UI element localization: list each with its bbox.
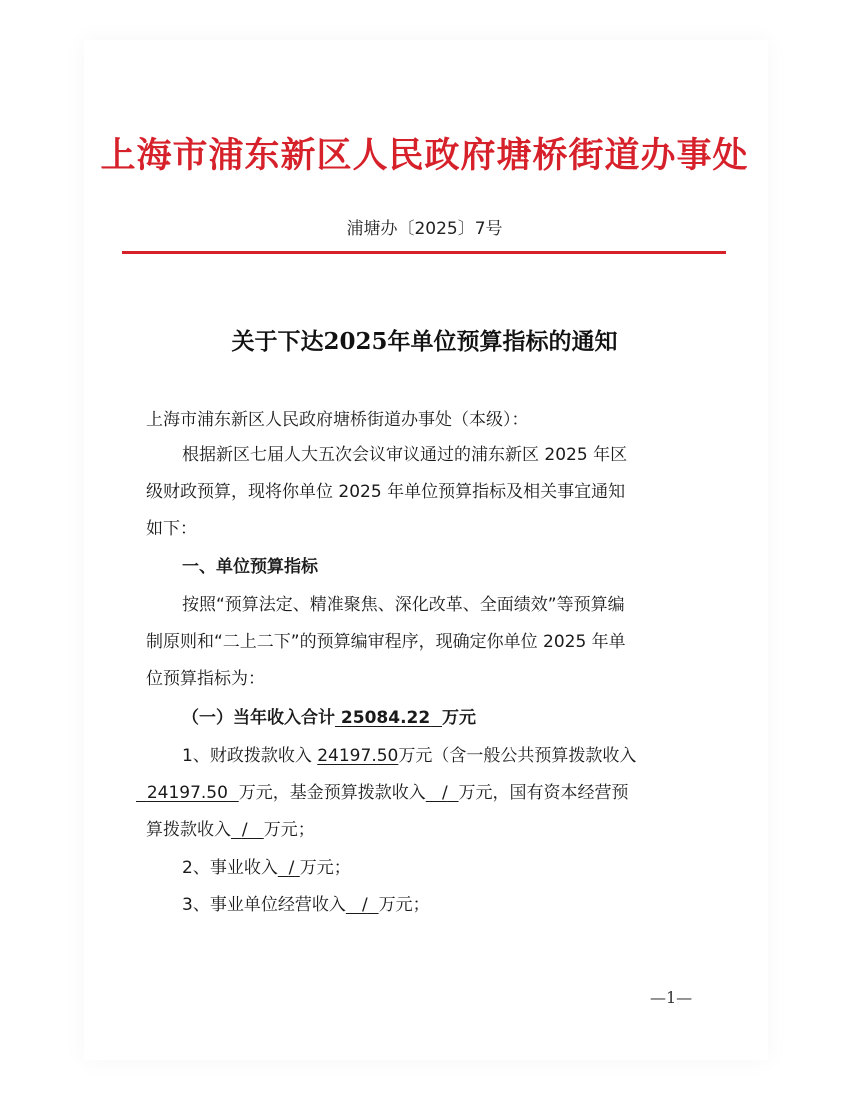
item-3-prefix: 3、事业单位经营收入 bbox=[182, 895, 346, 915]
item-1-line-2-tail: 万元，国有资本经营预 bbox=[458, 783, 629, 803]
item-1-line-3-prefix: 算拨款收入 bbox=[146, 820, 231, 840]
red-divider-line bbox=[122, 251, 726, 254]
section-1-heading: 一、单位预算指标 bbox=[182, 557, 318, 577]
subsection-1-amount: 25084.22 bbox=[340, 708, 431, 728]
item-3-line bbox=[182, 890, 430, 915]
page-number: —1— bbox=[650, 988, 693, 1007]
item-1-amount: 24197.50 bbox=[317, 746, 399, 766]
subsection-1-total-income bbox=[182, 703, 476, 728]
issuer-header: 上海市浦东新区人民政府塘桥街道办事处 bbox=[100, 135, 749, 176]
item-1-general-budget-amount: 24197.50 bbox=[146, 783, 228, 803]
item-2-amount: / bbox=[288, 858, 295, 878]
item-1-mid: 万元（含一般公共预算拨款收入 bbox=[398, 746, 637, 766]
document-number: 浦塘办〔2025〕7号 bbox=[346, 219, 503, 239]
intro-line-2: 级财政预算，现将你单位 2025 年单位预算指标及相关事宜通知 bbox=[146, 482, 626, 502]
item-2-tail: 万元； bbox=[299, 858, 351, 878]
item-3-amount: / bbox=[362, 895, 368, 915]
item-1-fund-budget-amount: / bbox=[441, 783, 448, 803]
item-1-prefix: 1、财政拨款收入 bbox=[182, 746, 312, 766]
section-1-paragraph-line-3: 位预算指标为： bbox=[146, 669, 265, 689]
item-3-tail: 万元； bbox=[378, 895, 430, 915]
section-1-paragraph-line-1: 按照“预算法定、精准聚焦、深化改革、全面绩效”等预算编 bbox=[182, 595, 625, 615]
item-1-state-capital-amount: / bbox=[241, 820, 248, 840]
item-1-line-3 bbox=[146, 815, 315, 840]
item-1-line-2-mid: 万元，基金预算拨款收入 bbox=[238, 783, 426, 803]
item-2-line bbox=[182, 853, 351, 878]
addressee-line: 上海市浦东新区人民政府塘桥街道办事处（本级）： bbox=[146, 410, 529, 430]
intro-line-1: 根据新区七届人大五次会议审议通过的浦东新区 2025 年区 bbox=[182, 445, 628, 465]
item-1-line-1 bbox=[182, 741, 636, 766]
item-1-line-3-tail: 万元； bbox=[263, 820, 315, 840]
intro-line-3: 如下： bbox=[146, 519, 197, 539]
item-2-prefix: 2、事业收入 bbox=[182, 858, 278, 878]
subsection-1-prefix: （一）当年收入合计 bbox=[182, 708, 335, 728]
notice-title: 关于下达2025年单位预算指标的通知 bbox=[231, 328, 618, 355]
item-1-line-2 bbox=[136, 778, 629, 803]
subsection-1-unit: 万元 bbox=[442, 708, 477, 728]
section-1-paragraph-line-2: 制原则和“二上二下”的预算编审程序，现确定你单位 2025 年单 bbox=[146, 632, 626, 652]
